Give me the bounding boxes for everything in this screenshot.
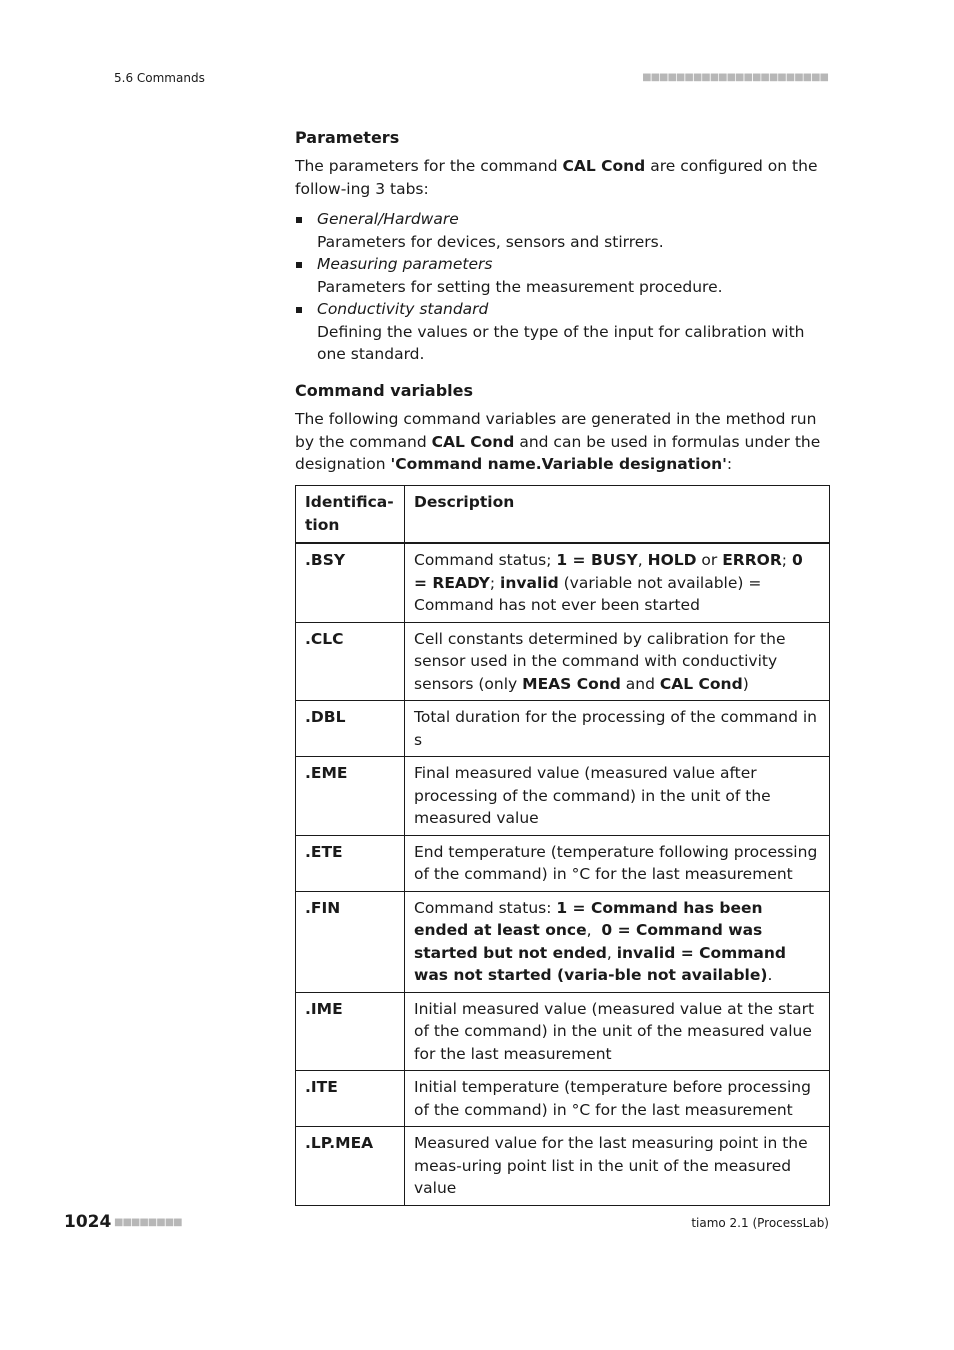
variable-description: [405, 891, 830, 992]
desc-bold: 0 = Command was started but not ended: [414, 921, 763, 962]
parameters-intro-text: The parameters for the command: [295, 157, 563, 175]
desc-text: Command status;: [414, 551, 557, 569]
bullet-square-icon: [296, 217, 302, 223]
desc-text: ;: [781, 551, 792, 569]
intro-text: :: [726, 455, 733, 473]
desc-text: and: [620, 674, 660, 693]
tab-name: General/Hardware: [317, 210, 459, 228]
variable-description: Total duration for the processing of the command in s: [405, 701, 830, 757]
list-item: [295, 253, 830, 298]
desc-bold: invalid = Command was not started (varia-ble not available): [414, 943, 787, 984]
variable-description: [405, 543, 830, 622]
tab-description: Parameters for setting the measurement procedure.: [317, 277, 723, 296]
desc-text: Command status:: [414, 898, 557, 917]
desc-bold: 1 = BUSY: [556, 551, 638, 569]
page-number: 1024: [64, 1212, 112, 1232]
variable-id: .DBL: [296, 701, 405, 757]
variable-description: Initial temperature (temperature before processing of the command) in °C for the last measurement: [405, 1071, 830, 1127]
table-row: [296, 992, 830, 1071]
desc-text: ,: [637, 551, 648, 569]
variable-description: Initial measured value (measured value at the start of the command) in the unit of the measured value for the last measurement: [405, 992, 830, 1071]
tab-name: Measuring parameters: [317, 255, 493, 273]
parameters-intro-text-end: are configured on the follow-ing 3 tabs:: [295, 157, 818, 198]
table-header-row: [296, 486, 830, 544]
desc-text: or: [696, 551, 723, 569]
footer-decoration-dots: ■■■■■■■■: [114, 1217, 182, 1228]
column-header-description: Description: [405, 486, 830, 544]
table-row: [296, 1127, 830, 1206]
variable-description: [405, 622, 830, 701]
table-row: [296, 543, 830, 622]
variable-id: .EME: [296, 757, 405, 836]
table-row: [296, 891, 830, 992]
parameters-intro-command: CAL Cond: [562, 157, 646, 175]
desc-text: ,: [606, 943, 617, 962]
desc-text: (variable not available) = Command has not ever been started: [414, 573, 762, 614]
variable-id: .LP.MEA: [296, 1127, 405, 1206]
intro-command: CAL Cond: [431, 432, 515, 451]
desc-text: ): [742, 674, 749, 693]
table-row: [296, 1071, 830, 1127]
product-name: tiamo 2.1 (ProcessLab): [691, 1216, 829, 1230]
command-variables-intro: [295, 408, 830, 476]
parameters-intro: [295, 155, 830, 200]
desc-bold: 0 = READY: [414, 551, 803, 592]
column-header-identification: Identifica-tion: [296, 486, 405, 544]
table-row: [296, 622, 830, 701]
variable-id: .CLC: [296, 622, 405, 701]
desc-bold: 1 = Command has been ended at least once: [414, 898, 763, 939]
header-decoration-dots: ■■■■■■■■■■■■■■■■■■■■■■: [642, 72, 828, 83]
table-row: [296, 835, 830, 891]
table-row: [296, 701, 830, 757]
intro-text: and can be used in formulas under the designation: [295, 432, 821, 473]
variable-description: End temperature (temperature following processing of the command) in °C for the last measurement: [405, 835, 830, 891]
parameters-heading: Parameters: [295, 128, 400, 147]
desc-bold: MEAS Cond: [522, 674, 621, 693]
bullet-square-icon: [296, 307, 302, 313]
tab-description: Defining the values or the type of the input for calibration with one standard.: [317, 322, 805, 363]
desc-bold: CAL Cond: [659, 674, 743, 693]
list-item: [295, 298, 830, 366]
table-row: [296, 757, 830, 836]
parameters-tab-list: [295, 208, 830, 366]
variable-description: Final measured value (measured value after processing of the command) in the unit of the measured value: [405, 757, 830, 836]
variable-id: .FIN: [296, 891, 405, 992]
running-head-section: 5.6 Commands: [114, 71, 205, 85]
desc-bold: ERROR: [722, 551, 782, 569]
desc-bold: HOLD: [647, 551, 697, 569]
command-variables-table: [295, 485, 830, 1206]
variable-id: .BSY: [296, 543, 405, 622]
desc-bold: invalid: [500, 573, 559, 592]
variable-description: Measured value for the last measuring point in the meas-uring point list in the unit of the measured value: [405, 1127, 830, 1206]
desc-text: ;: [489, 573, 501, 592]
intro-text: The following command variables are generated in the method run by the command: [295, 410, 817, 451]
tab-description: Parameters for devices, sensors and stirrers.: [317, 232, 664, 251]
desc-text: ,: [586, 921, 602, 939]
tab-name: Conductivity standard: [317, 300, 489, 318]
desc-text: Cell constants determined by calibration for the sensor used in the command with conductivity sensors (only: [414, 629, 786, 693]
list-item: [295, 208, 830, 253]
variable-id: .IME: [296, 992, 405, 1071]
command-variables-heading: Command variables: [295, 381, 473, 400]
variable-id: .ETE: [296, 835, 405, 891]
variable-id: .ITE: [296, 1071, 405, 1127]
intro-designation: 'Command name.Variable designation': [390, 455, 727, 473]
bullet-square-icon: [296, 262, 302, 268]
desc-text: .: [767, 966, 773, 984]
